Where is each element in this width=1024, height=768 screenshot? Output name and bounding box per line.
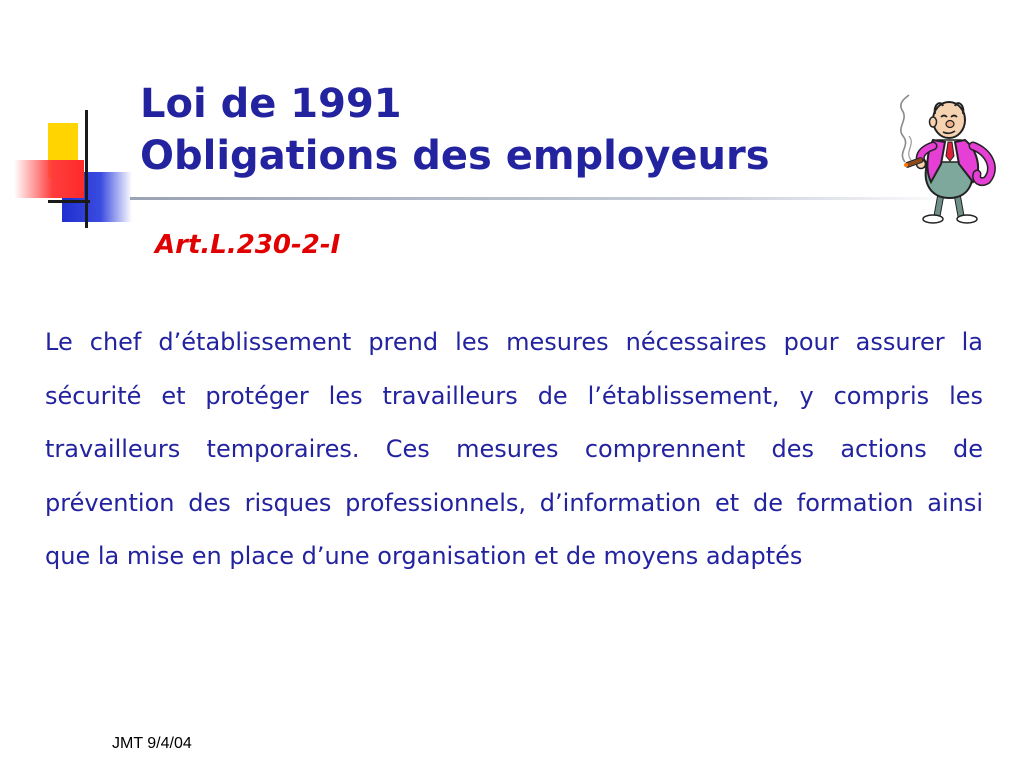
footer-text: JMT 9/4/04 xyxy=(112,735,192,752)
title-underline xyxy=(130,197,960,200)
logo-red-square xyxy=(14,160,84,198)
colored-squares-logo-icon xyxy=(0,105,150,235)
slide-title xyxy=(140,78,770,182)
body-paragraph: Le chef d’établissement prend les mesures nécessaires pour assurer la sécurité et protéger les travailleurs de l’établissement, y compris les travailleurs temporaires. Ces mesures comprennent des actions de prévention des risques professionnels, d’information et de formation ainsi que la mise en place d’une organisation et de moyens adaptés xyxy=(45,328,983,570)
article-reference: Art.L.230-2-I xyxy=(155,230,341,260)
employer-cigar-cartoon-icon xyxy=(893,90,1005,226)
logo-vertical-line xyxy=(85,110,88,228)
title-line-2: Obligations des employeurs xyxy=(140,133,770,179)
logo-horizontal-line xyxy=(48,200,90,203)
title-line-1: Loi de 1991 xyxy=(140,81,402,127)
